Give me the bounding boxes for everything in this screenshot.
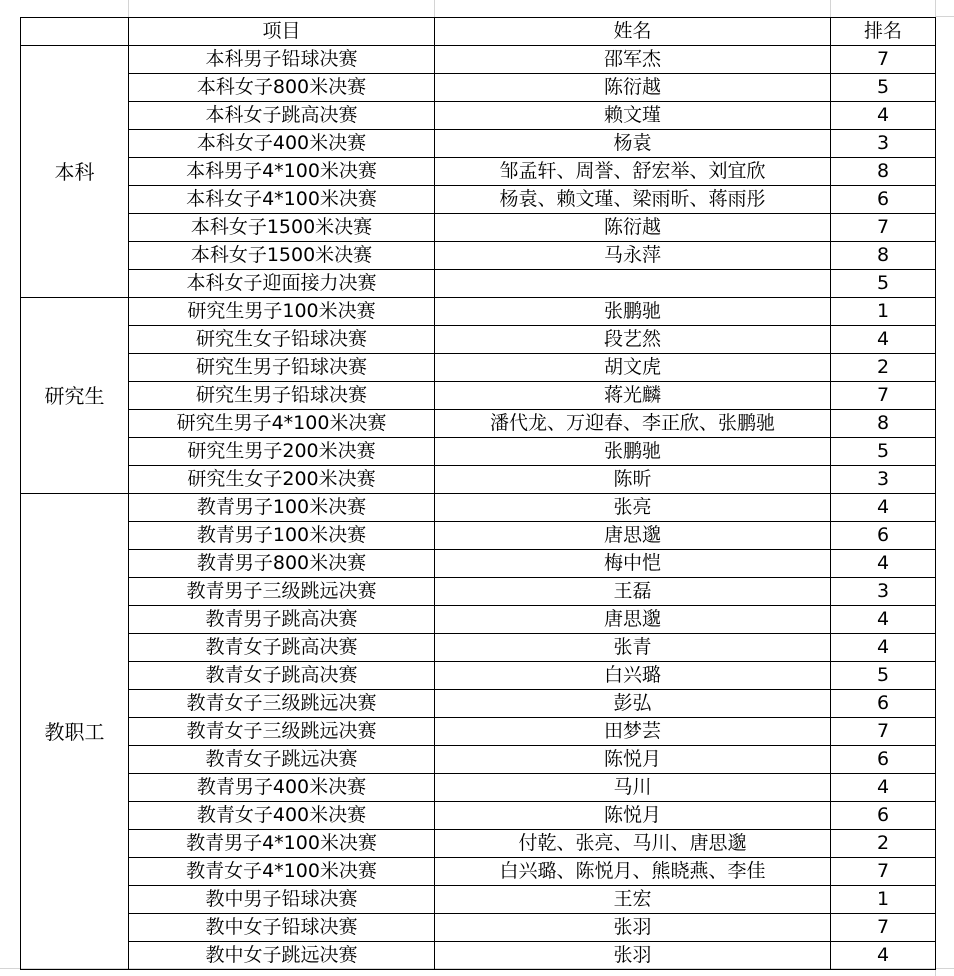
name-cell[interactable]: 白兴璐、陈悦月、熊晓燕、李佳 [435,858,831,886]
event-cell[interactable]: 本科女子1500米决赛 [129,242,435,270]
name-cell[interactable]: 陈衍越 [435,74,831,102]
name-cell[interactable]: 王磊 [435,578,831,606]
event-cell[interactable]: 本科男子铅球决赛 [129,46,435,74]
event-cell[interactable]: 教青男子跳高决赛 [129,606,435,634]
rank-cell[interactable]: 6 [831,690,936,718]
event-cell[interactable]: 研究生男子100米决赛 [129,298,435,326]
event-cell[interactable]: 本科女子1500米决赛 [129,214,435,242]
table-row [21,858,936,886]
rank-cell[interactable]: 4 [831,606,936,634]
rank-cell[interactable]: 4 [831,326,936,354]
category-cell[interactable]: 本科 [21,46,129,298]
name-cell[interactable]: 白兴璐 [435,662,831,690]
name-cell[interactable]: 张鹏驰 [435,298,831,326]
rank-cell[interactable]: 7 [831,46,936,74]
table-body [21,18,936,970]
table-row [21,382,936,410]
name-cell[interactable]: 张羽 [435,914,831,942]
table-row [21,74,936,102]
event-cell[interactable]: 教青男子100米决赛 [129,494,435,522]
name-cell[interactable]: 张亮 [435,494,831,522]
rank-cell[interactable]: 6 [831,746,936,774]
name-cell[interactable]: 段艺然 [435,326,831,354]
rank-cell[interactable]: 5 [831,662,936,690]
sheet-gridline [434,0,435,17]
table-row [21,326,936,354]
rank-cell[interactable]: 3 [831,130,936,158]
rank-cell[interactable]: 3 [831,578,936,606]
rank-cell[interactable]: 4 [831,634,936,662]
name-cell[interactable]: 陈悦月 [435,746,831,774]
table-row [21,690,936,718]
table-row [21,298,936,326]
table-row [21,438,936,466]
rank-cell[interactable]: 5 [831,270,936,298]
rank-cell[interactable]: 2 [831,830,936,858]
rank-cell[interactable]: 4 [831,494,936,522]
table-row [21,634,936,662]
results-table [20,17,936,970]
event-cell[interactable]: 研究生女子铅球决赛 [129,326,435,354]
table-row [21,662,936,690]
name-cell[interactable]: 田梦芸 [435,718,831,746]
table-row [21,102,936,130]
event-cell[interactable]: 教青女子4*100米决赛 [129,858,435,886]
table-row [21,158,936,186]
header-rank-cell[interactable]: 排名 [831,18,936,46]
rank-cell[interactable]: 4 [831,942,936,970]
event-cell[interactable]: 研究生男子铅球决赛 [129,354,435,382]
table-row [21,550,936,578]
rank-cell[interactable]: 4 [831,774,936,802]
table-row [21,466,936,494]
header-category-cell[interactable] [21,18,129,46]
rank-cell[interactable]: 8 [831,242,936,270]
rank-cell[interactable]: 5 [831,74,936,102]
table-row [21,606,936,634]
table-row [21,774,936,802]
rank-cell[interactable]: 4 [831,550,936,578]
rank-cell[interactable]: 5 [831,438,936,466]
table-row [21,242,936,270]
event-cell[interactable]: 教中女子跳远决赛 [129,942,435,970]
table-row [21,214,936,242]
rank-cell[interactable]: 7 [831,718,936,746]
event-cell[interactable]: 教青女子跳远决赛 [129,746,435,774]
name-cell[interactable]: 付乾、张亮、马川、唐思邈 [435,830,831,858]
table-row [21,830,936,858]
header-event-cell[interactable]: 项目 [129,18,435,46]
event-cell[interactable]: 研究生男子铅球决赛 [129,382,435,410]
header-name-cell[interactable]: 姓名 [435,18,831,46]
event-cell[interactable]: 教青女子跳高决赛 [129,662,435,690]
name-cell[interactable]: 唐思邈 [435,522,831,550]
rank-cell[interactable]: 7 [831,858,936,886]
name-cell[interactable]: 陈悦月 [435,802,831,830]
event-cell[interactable]: 教青男子100米决赛 [129,522,435,550]
table-row [21,494,936,522]
name-cell[interactable]: 马川 [435,774,831,802]
name-cell[interactable] [435,270,831,298]
event-cell[interactable]: 研究生男子4*100米决赛 [129,410,435,438]
name-cell[interactable]: 赖文瑾 [435,102,831,130]
table-row [21,914,936,942]
sheet-gridline [128,0,129,17]
name-cell[interactable]: 杨袁 [435,130,831,158]
rank-cell[interactable]: 3 [831,466,936,494]
event-cell[interactable]: 本科女子800米决赛 [129,74,435,102]
rank-cell[interactable]: 7 [831,382,936,410]
sheet-gridline [830,0,831,17]
event-cell[interactable]: 教中女子铅球决赛 [129,914,435,942]
event-cell[interactable]: 教青女子三级跳远决赛 [129,718,435,746]
name-cell[interactable]: 潘代龙、万迎春、李正欣、张鹏驰 [435,410,831,438]
header-row [21,18,936,46]
name-cell[interactable]: 杨袁、赖文瑾、梁雨昕、蒋雨彤 [435,186,831,214]
event-cell[interactable]: 研究生男子200米决赛 [129,438,435,466]
category-cell[interactable]: 研究生 [21,298,129,494]
table-row [21,410,936,438]
event-cell[interactable]: 本科女子400米决赛 [129,130,435,158]
name-cell[interactable]: 马永萍 [435,242,831,270]
event-cell[interactable]: 教青女子跳高决赛 [129,634,435,662]
rank-cell[interactable]: 6 [831,522,936,550]
name-cell[interactable]: 邹孟轩、周誉、舒宏举、刘宜欣 [435,158,831,186]
rank-cell[interactable]: 7 [831,914,936,942]
table-row [21,746,936,774]
rank-cell[interactable]: 6 [831,186,936,214]
event-cell[interactable]: 教青女子400米决赛 [129,802,435,830]
sheet-gridline [935,16,954,17]
name-cell[interactable]: 梅中恺 [435,550,831,578]
name-cell[interactable]: 陈昕 [435,466,831,494]
rank-cell[interactable]: 4 [831,102,936,130]
name-cell[interactable]: 张青 [435,634,831,662]
name-cell[interactable]: 张鹏驰 [435,438,831,466]
table-row [21,186,936,214]
name-cell[interactable]: 蒋光麟 [435,382,831,410]
table-row [21,802,936,830]
event-cell[interactable]: 教中男子铅球决赛 [129,886,435,914]
event-cell[interactable]: 本科女子迎面接力决赛 [129,270,435,298]
name-cell[interactable]: 邵军杰 [435,46,831,74]
table-row [21,886,936,914]
table-row [21,46,936,74]
name-cell[interactable]: 陈衍越 [435,214,831,242]
rank-cell[interactable]: 1 [831,298,936,326]
event-cell[interactable]: 教青男子400米决赛 [129,774,435,802]
table-row [21,130,936,158]
event-cell[interactable]: 教青男子800米决赛 [129,550,435,578]
name-cell[interactable]: 胡文虎 [435,354,831,382]
table-row [21,354,936,382]
table-row [21,718,936,746]
event-cell[interactable]: 教青男子三级跳远决赛 [129,578,435,606]
name-cell[interactable]: 王宏 [435,886,831,914]
event-cell[interactable]: 研究生女子200米决赛 [129,466,435,494]
table-row [21,522,936,550]
rank-cell[interactable]: 8 [831,410,936,438]
table-row [21,270,936,298]
event-cell[interactable]: 本科女子4*100米决赛 [129,186,435,214]
rank-cell[interactable]: 7 [831,214,936,242]
name-cell[interactable]: 唐思邈 [435,606,831,634]
event-cell[interactable]: 教青女子三级跳远决赛 [129,690,435,718]
category-cell[interactable]: 教职工 [21,494,129,970]
event-cell[interactable]: 本科女子跳高决赛 [129,102,435,130]
name-cell[interactable]: 张羽 [435,942,831,970]
rank-cell[interactable]: 2 [831,354,936,382]
rank-cell[interactable]: 1 [831,886,936,914]
event-cell[interactable]: 本科男子4*100米决赛 [129,158,435,186]
rank-cell[interactable]: 6 [831,802,936,830]
name-cell[interactable]: 彭弘 [435,690,831,718]
event-cell[interactable]: 教青男子4*100米决赛 [129,830,435,858]
table-row [21,942,936,970]
table-row [21,578,936,606]
rank-cell[interactable]: 8 [831,158,936,186]
